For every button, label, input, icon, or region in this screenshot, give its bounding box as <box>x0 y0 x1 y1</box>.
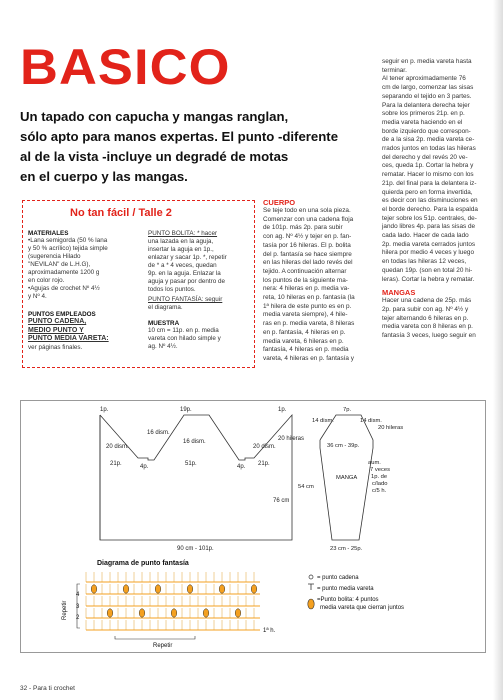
right-column-text <box>382 58 489 284</box>
stitches-note: ver páginas finales. <box>28 343 83 351</box>
sleeve-hileras-label: 20 hileras <box>378 425 404 431</box>
sleeve-top-label: 7p. <box>343 407 352 413</box>
text-line: Al tener aproximadamente 76 <box>382 75 466 83</box>
text-line: tejido. A continuación alternar <box>263 267 347 275</box>
text-line: con ag. Nº 4½ y tejer en p. fan- <box>263 233 352 241</box>
text-line: Para la delantera derecha tejer <box>382 101 470 109</box>
stitch-grid <box>77 572 260 639</box>
text-line: quierda pero en forma invertida, <box>382 188 473 196</box>
body-gap-right-label: 4p. <box>237 464 246 470</box>
text-line: media vareta haciendo en el <box>382 118 463 126</box>
bolita-stitch-icon <box>251 585 257 593</box>
text-line: de 101p. más 2p. para subir <box>263 224 343 232</box>
text-line: Se teje todo en una sola pieza. <box>263 207 351 214</box>
text-line: media vareta, 6 hileras en p. <box>263 337 344 345</box>
body-height-label: 76 cm <box>273 498 290 504</box>
text-line: tejer alternando 6 hileras en p. <box>382 314 469 322</box>
materials-line: (sugerencia Hilado <box>28 253 81 260</box>
bolita-text <box>148 230 252 312</box>
repeat-bracket <box>115 636 195 639</box>
fantasia-line: el diagrama. <box>148 304 183 311</box>
text-line: seguir en p. media vareta hasta <box>382 58 472 65</box>
body-schematic <box>100 415 292 540</box>
gauge-line: 10 cm = 11p. en p. media <box>148 327 219 334</box>
row-label: 1ª h. <box>263 628 276 634</box>
body-top-right-label: 1p. <box>278 407 287 413</box>
gauge-line: ag. Nº 4½. <box>148 343 178 350</box>
sleeve-aum-line: aum. <box>368 460 381 466</box>
subtitle-line: sólo apto para manos expertas. El punto -diferente <box>20 129 339 144</box>
gauge-heading: MUESTRA <box>148 320 180 327</box>
bolita-line: todos los puntos. <box>148 286 196 293</box>
sleeve-top-width-label: 36 cm - 39p. <box>327 443 360 449</box>
page-spine-shadow <box>493 0 503 700</box>
text-line: en las hileras del lado revés del <box>263 259 353 267</box>
text-line: el borde derecho. Para la espalda <box>382 205 478 213</box>
text-line: vareta, 4 hileras en p. fantasía y <box>263 354 354 362</box>
bolita-stitch-icon <box>91 585 97 593</box>
text-line: ces, queda 1p. Cortar la hebra y <box>382 162 474 170</box>
bolita-line: PUNTO BOLITA: * hacer <box>148 230 218 237</box>
subtitle-line: Un tapado con capucha y mangas ranglan, <box>20 109 289 124</box>
text-line: rrados juntos en todas las hileras <box>382 145 476 153</box>
bolita-stitch-icon <box>219 585 225 593</box>
repeat-horizontal-label: Repetir <box>153 643 173 649</box>
body-gap-left-label: 4p. <box>140 464 149 470</box>
text-line: fantasía, 4 hileras en p. media <box>263 346 349 354</box>
sleeve-bottom-label: 23 cm - 25p. <box>330 546 363 552</box>
schematic-svg <box>20 400 486 653</box>
materials-line: •Lana semigorda (50 % lana <box>28 237 108 244</box>
text-line: es decir con las disminuciones en <box>382 197 478 205</box>
sleeve-aum-line: 7 veces <box>370 467 390 473</box>
sleeve-aum-line: c/5 h. <box>372 488 387 494</box>
materials-line: "NEVILAN" de L.H.G), <box>28 261 91 268</box>
difficulty-size-title: No tan fácil / Talle 2 <box>70 207 172 219</box>
repeat-vertical-label: Repetir <box>62 600 68 620</box>
body-hileras-label: 20 hileras <box>278 436 305 442</box>
text-line: jando libres 4p. para las sisas de <box>382 223 476 231</box>
row-label: 4 <box>76 592 80 598</box>
legend-bolita-label: =Punto bolita: 4 puntos <box>317 597 379 603</box>
body-dism-right-label: 20 dism. <box>253 444 276 450</box>
text-line: tasía por 16 hileras. El p. bolita <box>263 241 351 249</box>
text-line: cada lado. Hacer de cada lado <box>382 232 469 240</box>
row-label: 2 <box>76 615 80 621</box>
text-line: terminar. <box>382 66 407 74</box>
cuerpo-heading: CUERPO <box>263 198 296 207</box>
text-line: 2p. para subir con ag. Nº 4½ y <box>382 305 469 313</box>
bolita-stitch-icon <box>308 599 314 609</box>
text-line: nera: 4 hileras en p. media va- <box>263 285 350 293</box>
bolita-line: enlazar y sacar 1p. *, repetir <box>148 254 227 261</box>
bolita-stitch-icon <box>171 609 177 617</box>
text-line: cm de largo, comenzar las sisas <box>382 84 474 92</box>
text-line: reta, 10 hileras en p. fantasía (la <box>263 294 355 302</box>
legend-chain-label: = punto cadena <box>317 575 359 581</box>
text-line: ras en p. media vareta, 8 hileras <box>263 320 355 328</box>
stitch-name: PUNTO MEDIA VARETA: <box>28 335 109 342</box>
gauge-line: vareta con hilado simple y <box>148 335 221 342</box>
sleeve-aum-line: c/lado <box>372 481 388 487</box>
body-top-left-label: 1p. <box>100 407 109 413</box>
text-line: en p. fantasía, 4 hileras en p. <box>263 328 346 336</box>
bolita-stitch-icon <box>123 585 129 593</box>
bolita-line: aguja y pasar por dentro de <box>148 278 226 285</box>
materials-section <box>28 230 140 352</box>
stitch-legend <box>308 575 404 611</box>
text-line: en todas las hileras 12 veces, <box>382 258 467 266</box>
text-line: media vareta siempre), 4 hile- <box>263 311 348 319</box>
cuerpo-text <box>263 207 373 364</box>
text-line: sobre los primeros 21p. en p. <box>382 110 465 118</box>
sleeve-dism-left-label: 14 dism. <box>312 418 334 424</box>
bolita-line: 9p. en la aguja. Enlazar la <box>148 270 221 277</box>
text-line: Comenzar con una cadena floja <box>263 215 354 223</box>
text-line: 21p. del final para la delantera iz- <box>382 179 477 187</box>
bolita-stitch-icon <box>235 609 241 617</box>
text-line: quedan 19p. (son en total 20 hi- <box>382 266 473 274</box>
sleeve-aum-line: 1p. de <box>371 474 388 480</box>
materials-line: y Nº 4. <box>28 293 47 300</box>
legend-hdc-label: = punto media vareta <box>317 586 374 592</box>
right-column <box>382 58 489 341</box>
mangas-heading: MANGAS <box>382 288 416 298</box>
text-line: del p. fantasía se hace siempre <box>263 250 352 258</box>
fantasia-line: PUNTO FANTASÍA: seguir <box>148 296 223 303</box>
bolita-line: de * a * 4 veces, quedan <box>148 262 217 269</box>
body-width-right-label: 21p. <box>258 461 270 467</box>
body-top-center-label: 19p. <box>180 407 192 413</box>
gauge-text <box>148 327 252 351</box>
body-dism-center-left-label: 16 dism. <box>147 430 170 436</box>
bolita-section <box>148 230 252 351</box>
text-line: Hacer una cadena de 25p. más <box>382 297 472 305</box>
stitch-name: MEDIO PUNTO Y <box>28 326 84 334</box>
text-line: del derecho y del revés 20 ve- <box>382 153 468 161</box>
body-labels <box>100 407 304 552</box>
mangas-text <box>382 297 489 341</box>
text-line: media vareta con 8 hileras en p. <box>382 323 473 331</box>
text-line: borde izquierdo que correspon- <box>382 127 471 135</box>
text-line: de a la sisa 2p. media vareta ce- <box>382 136 475 144</box>
row-label: 3 <box>76 604 80 610</box>
materials-line: aproximadamente 1200 g <box>28 269 100 276</box>
stitches-list <box>28 318 140 344</box>
text-line: tejer sobre los 51p. centrales, de- <box>382 214 477 222</box>
bolita-line: insertar la aguja en 1p., <box>148 246 214 253</box>
body-width-center-label: 51p. <box>185 461 197 467</box>
cuerpo-column <box>263 198 373 364</box>
body-bottom-label: 90 cm - 101p. <box>177 546 214 552</box>
page-footer: 32 - Para ti crochet <box>20 685 75 692</box>
text-line: 1ª hilera de este punto es en p. <box>263 302 352 310</box>
text-line: separando el tejido en 3 partes. <box>382 92 472 100</box>
page-title: BASICO <box>20 39 231 95</box>
body-width-left-label: 21p. <box>110 461 122 467</box>
sleeve-dism-right-label: 14 dism. <box>360 418 382 424</box>
text-line: 2p. media vareta cerrados juntos <box>382 240 476 248</box>
materials-line: y 50 % acrílico) tejida simple <box>28 245 108 252</box>
sleeve-labels <box>298 407 403 552</box>
half-double-stitch-icon <box>308 584 314 590</box>
stitch-diagram-title: Diagrama de punto fantasía <box>97 560 189 567</box>
text-line: rematar. Hacer lo mismo con los <box>382 171 474 179</box>
bolita-stitch-icon <box>155 585 161 593</box>
materials-text <box>28 237 140 301</box>
chain-stitch-icon <box>309 575 313 579</box>
body-dism-center-right-label: 16 dism. <box>183 439 206 445</box>
materials-heading: MATERIALES <box>28 230 69 237</box>
materials-line: en color rojo. <box>28 277 65 284</box>
text-line: hilera por medio 4 veces y luego <box>382 249 475 257</box>
text-line: fantasía 3 veces, luego seguir en <box>382 332 476 340</box>
body-dism-left-label: 20 dism. <box>106 444 129 450</box>
subtitle-line: al de la vista -incluye un degradé de motas <box>20 149 289 164</box>
subtitle-line: en el cuerpo y las mangas. <box>20 169 188 184</box>
legend-bolita-label-2: media vareta que cierran juntos <box>320 605 405 611</box>
sleeve-height-label: 54 cm <box>298 484 314 490</box>
text-line: leras). Cortar la hebra y rematar. <box>382 275 475 283</box>
materials-line: •Agujas de crochet Nº 4½ <box>28 285 100 292</box>
sleeve-title: MANGA <box>336 475 358 481</box>
bolita-line: una lazada en la aguja, <box>148 238 214 245</box>
bolita-stitch-icon <box>203 609 209 617</box>
bolita-stitch-icon <box>107 609 113 617</box>
bolita-stitch-icon <box>139 609 145 617</box>
stitches-heading: PUNTOS EMPLEADOS <box>28 311 96 318</box>
body-outline <box>100 415 292 540</box>
text-line: los puntos de la siguiente ma- <box>263 276 348 284</box>
stitch-name: PUNTO CADENA, <box>28 318 87 325</box>
bolita-stitch-icon <box>187 585 193 593</box>
